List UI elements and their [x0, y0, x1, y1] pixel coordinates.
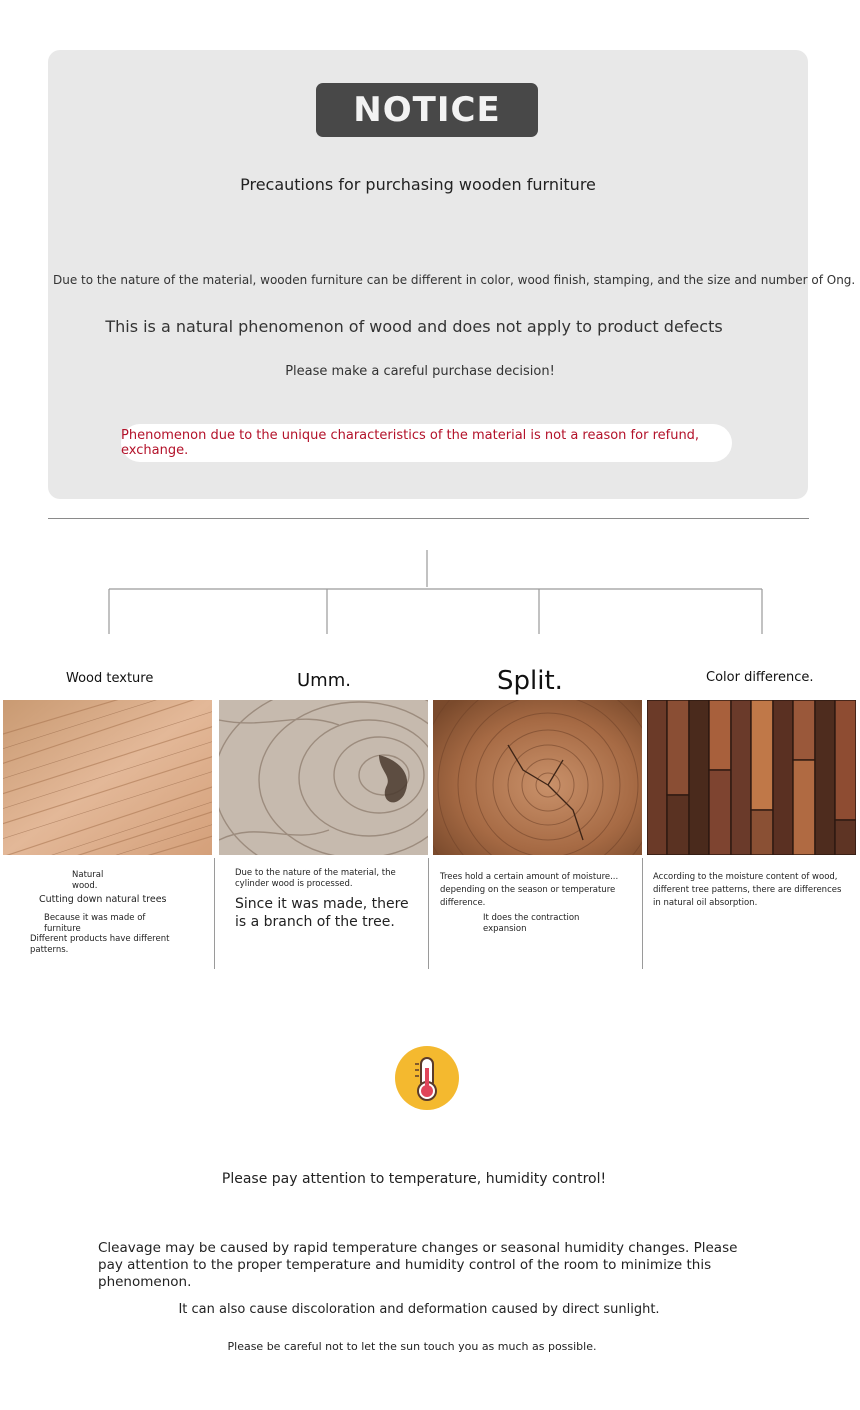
split-text: difference. — [440, 898, 486, 908]
notice-body: Due to the nature of the material, wooden furniture can be different in color, wood finish, stamping, and the size and number of Ong. — [53, 273, 856, 287]
category-label-knot: Umm. — [297, 670, 351, 691]
wood-knot-photo — [219, 700, 428, 855]
category-label-color-difference: Color difference. — [706, 670, 814, 685]
wood-texture-text: patterns. — [30, 945, 69, 955]
knot-text: cylinder wood is processed. — [235, 879, 353, 889]
notice-decision: Please make a careful purchase decision! — [285, 364, 555, 379]
color-difference-text: According to the moisture content of wood, — [653, 872, 838, 882]
knot-text: is a branch of the tree. — [235, 914, 395, 930]
cleavage-paragraph: Cleavage may be caused by rapid temperature changes or seasonal humidity changes. Please pay attention to the proper temperature and humidity control of the room to minimize this phenomenon. — [98, 1240, 738, 1290]
notice-panel — [48, 50, 856, 499]
wood-texture-text: Different products have different — [30, 934, 170, 944]
split-text: depending on the season or temperature — [440, 885, 616, 895]
color-difference-text: in natural oil absorption. — [653, 898, 758, 908]
wood-texture-text: furniture — [44, 924, 81, 934]
wood-split-photo — [433, 700, 642, 855]
knot-text: Since it was made, there — [235, 896, 409, 912]
split-text: expansion — [483, 924, 527, 934]
notice-phenomenon: This is a natural phenomenon of wood and does not apply to product defects — [105, 317, 723, 336]
wood-texture-text: Natural — [72, 870, 104, 880]
thermometer-icon — [395, 1046, 459, 1110]
attention-heading: Please pay attention to temperature, humidity control! — [221, 1171, 607, 1187]
wood-texture-text: Because it was made of — [44, 913, 146, 923]
wood-texture-photo — [3, 700, 212, 855]
category-label-wood-texture: Wood texture — [66, 671, 154, 686]
tree-connector — [0, 550, 860, 640]
knot-text: Due to the nature of the material, the — [235, 868, 396, 878]
section-divider — [48, 518, 809, 519]
notice-badge: NOTICE — [316, 83, 538, 137]
color-difference-text: different tree patterns, there are differences — [653, 885, 842, 895]
column-divider — [642, 858, 643, 969]
column-divider — [214, 858, 215, 969]
sunlight-note: It can also cause discoloration and deformation caused by direct sunlight. — [178, 1302, 660, 1317]
split-text: It does the contraction — [483, 913, 580, 923]
wood-texture-text: wood. — [72, 881, 98, 891]
split-text: Trees hold a certain amount of moisture... — [440, 872, 619, 882]
refund-warning: Phenomenon due to the unique characteristics of the material is not a reason for refund, exchange. — [121, 424, 732, 462]
sun-careful-note: Please be careful not to let the sun touch you as much as possible. — [227, 1340, 597, 1353]
wood-texture-text: Cutting down natural trees — [39, 894, 167, 905]
category-label-split: Split. — [497, 666, 563, 696]
column-divider — [428, 858, 429, 969]
notice-title: Precautions for purchasing wooden furniture — [240, 175, 596, 194]
color-difference-photo — [647, 700, 856, 855]
